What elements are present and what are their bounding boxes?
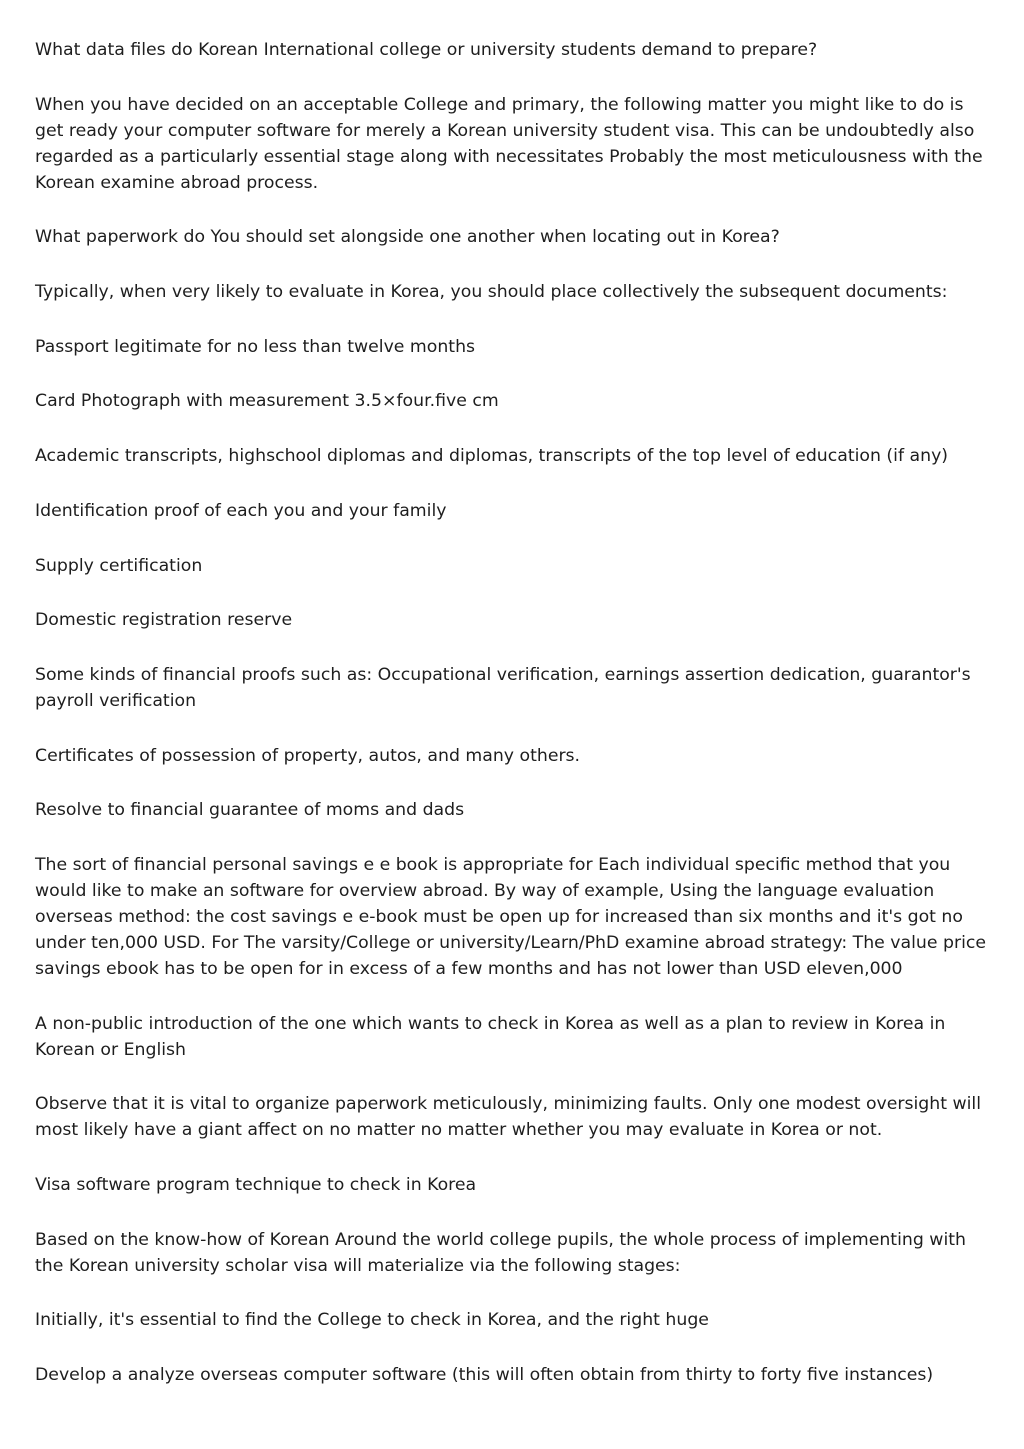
list-item-develop-application: Develop a analyze overseas computer software (this will often obtain from thirty to forty five instances) bbox=[35, 1365, 934, 1386]
list-item-find-college: Initially, it's essential to find the College to check in Korea, and the right huge bbox=[35, 1310, 709, 1331]
paragraph-savings-book: The sort of financial personal savings e e book is appropriate for Each individual specific method that you would like to make an software for overview abroad. By way of example, Using the language evaluation overseas method: the cost savings e e-book must be open up for increased than six months and it's got no under ten,000 USD. For The varsity/College or university/Learn/PhD examine abroad strategy: The value price savings ebook has to be open for in excess of a few months and has not lower than USD eleven,000 bbox=[35, 854, 987, 979]
list-item-parent-guarantee: Resolve to financial guarantee of moms and dads bbox=[35, 800, 465, 821]
paragraph-process-stages: Based on the know-how of Korean Around the world college pupils, the whole process of implementing with the Korean university scholar visa will materialize via the following stages: bbox=[35, 1229, 966, 1276]
list-item-transcripts: Academic transcripts, highschool diplomas and diplomas, transcripts of the top level of education (if any) bbox=[35, 446, 949, 467]
list-item-photo: Card Photograph with measurement 3.5×four.five cm bbox=[35, 391, 499, 412]
list-item-passport: Passport legitimate for no less than twelve months bbox=[35, 336, 476, 357]
list-item-registration: Domestic registration reserve bbox=[35, 610, 293, 631]
paragraph-visa-subheading: Visa software program technique to check in Korea bbox=[35, 1175, 477, 1195]
document-body bbox=[35, 37, 995, 1417]
paragraph-observe: Observe that it is vital to organize paperwork meticulously, minimizing faults. Only one modest oversight will most likely have a giant affect on no matter no matter whether you may evaluate in Korea or not. bbox=[35, 1094, 982, 1141]
paragraph-intro: When you have decided on an acceptable College and primary, the following matter you might like to do is get ready your computer software for merely a Korean university student visa. This can be undoubtedly also regarded as a particularly essential stage along with necessitates Probably the most meticulousness with the Korean examine abroad process. bbox=[35, 94, 983, 193]
list-item-introduction: A non-public introduction of the one which wants to check in Korea as well as a plan to review in Korea in Korean or English bbox=[35, 1013, 946, 1060]
paragraph-documents-lead: Typically, when very likely to evaluate in Korea, you should place collectively the subsequent documents: bbox=[35, 282, 948, 303]
list-item-supply-certification: Supply certification bbox=[35, 555, 203, 576]
paragraph-paperwork-question: What paperwork do You should set alongside one another when locating out in Korea? bbox=[35, 227, 780, 248]
list-item-identification: Identification proof of each you and your family bbox=[35, 500, 447, 521]
list-item-property-certificates: Certificates of possession of property, autos, and many others. bbox=[35, 745, 581, 766]
list-item-financial-proofs: Some kinds of financial proofs such as: Occupational verification, earnings assertion dedication, guarantor's payroll verification bbox=[35, 664, 971, 711]
paragraph-question-heading: What data files do Korean International college or university students demand to prepare? bbox=[35, 40, 818, 60]
